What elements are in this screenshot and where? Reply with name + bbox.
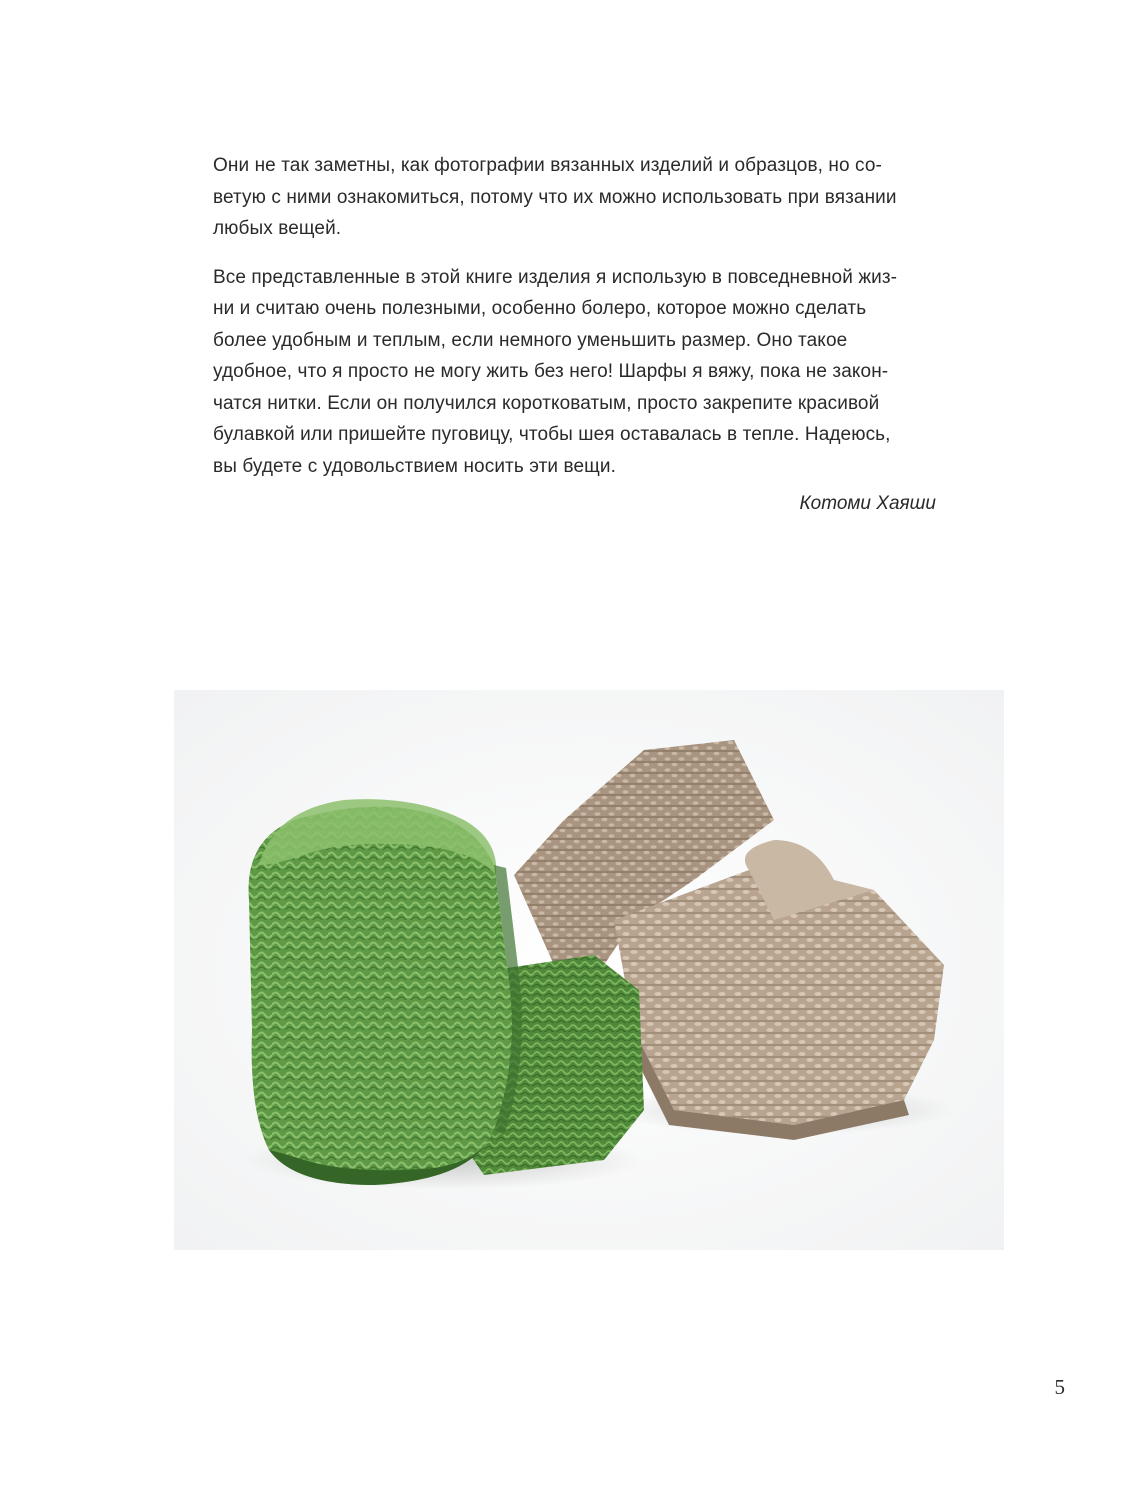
text-line: удобное, что я просто не могу жить без него! Шарфы я вяжу, пока не закон-	[213, 361, 889, 382]
paragraph-2	[213, 262, 953, 483]
author-signature: Котоми Хаяши	[799, 493, 936, 514]
text-line: более удобным и теплым, если немного уменьшить размер. Оно такое	[213, 329, 848, 351]
text-line: булавкой или пришейте пуговицу, чтобы шея оставалась в тепле. Надеюсь,	[213, 424, 891, 445]
text-line: Все представленные в этой книге изделия я использую в повседневной жиз-	[213, 266, 898, 288]
page-number: 5	[1054, 1375, 1065, 1399]
text-line: любых вещей.	[213, 218, 342, 239]
text-line: Они не так заметны, как фотографии вязанных изделий и образцов, но со-	[213, 155, 882, 176]
body-text	[213, 150, 953, 499]
text-line: ни и считаю очень полезными, особенно болеро, которое можно сделать	[213, 298, 867, 319]
paragraph-1	[213, 150, 953, 245]
knitted-scarves-photo	[174, 690, 1004, 1250]
text-line: ветую с ними ознакомиться, потому что их можно использовать при вязании	[213, 186, 897, 208]
text-line: чатся нитки. Если он получился коротковатым, просто закрепите красивой	[213, 392, 880, 414]
text-line: вы будете с удовольствием носить эти вещи.	[213, 455, 616, 477]
